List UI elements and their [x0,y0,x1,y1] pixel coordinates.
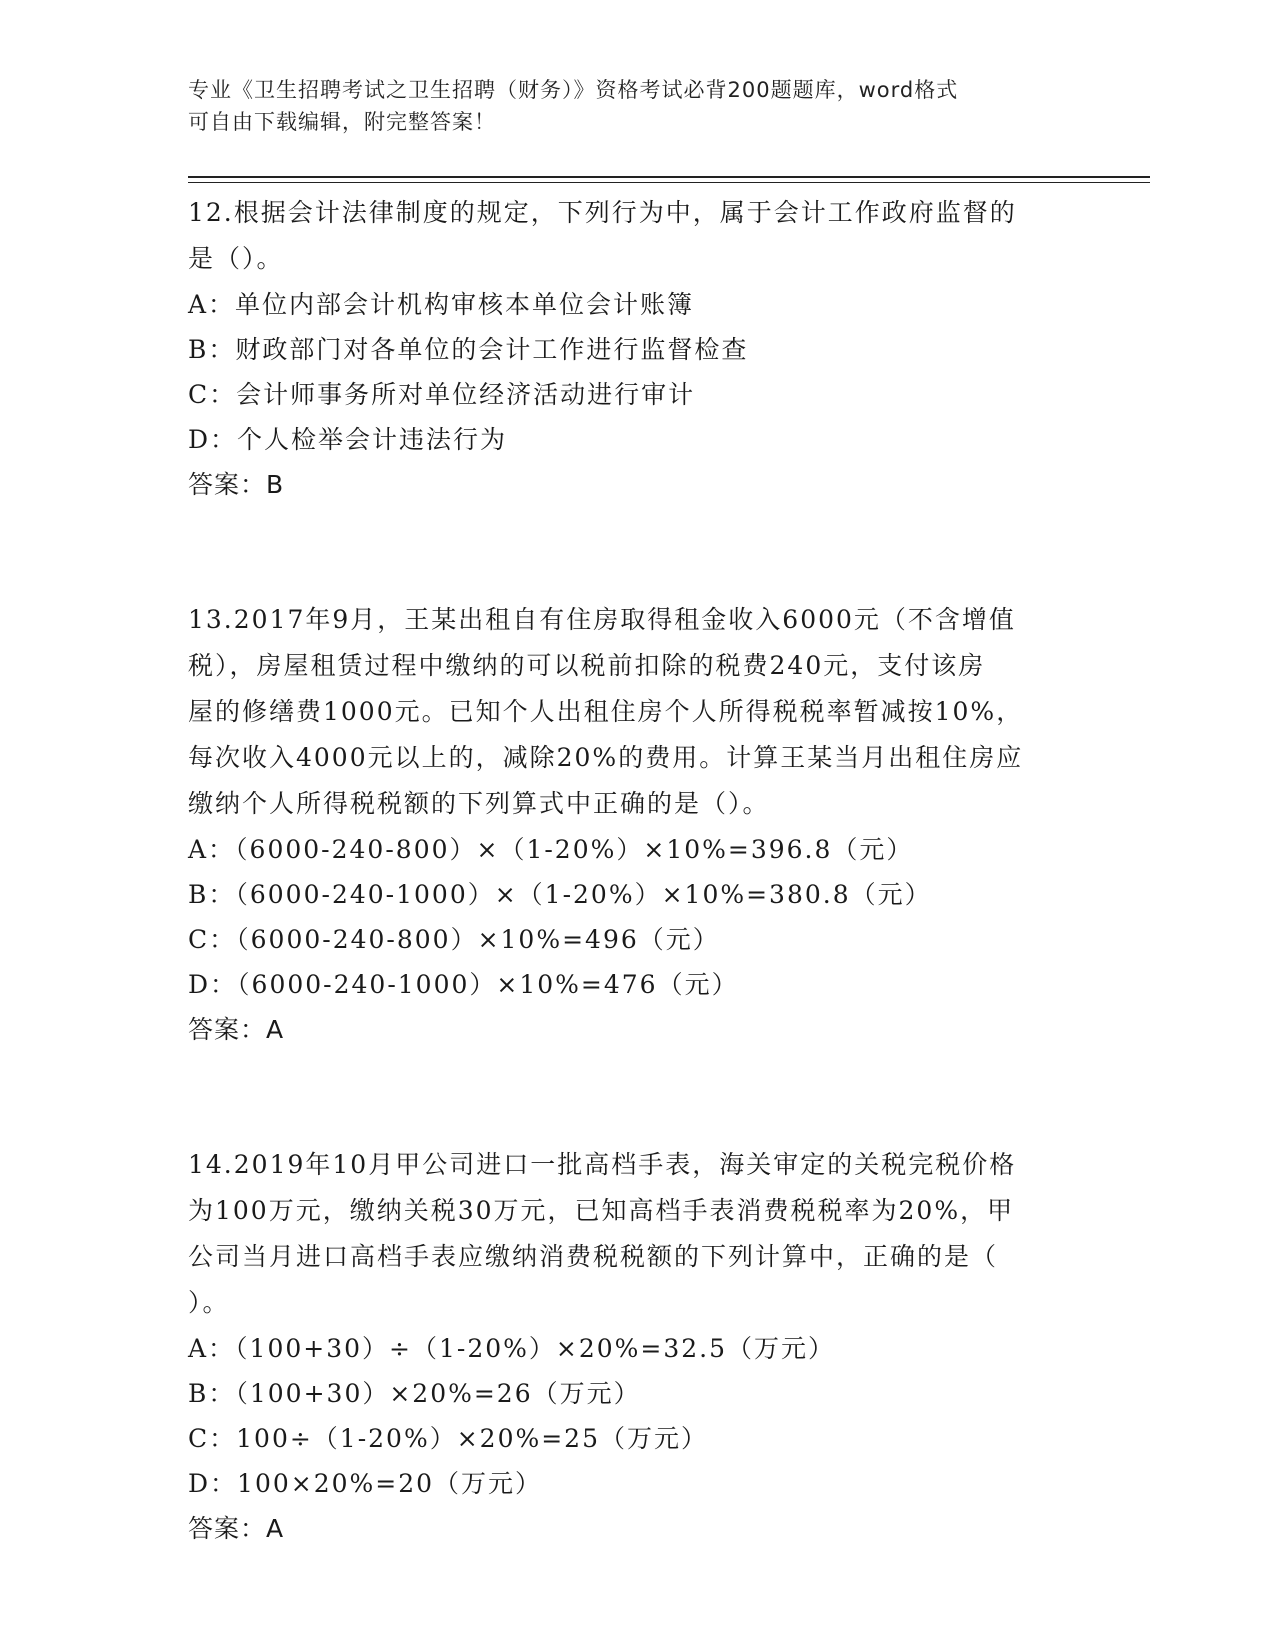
question-list [188,190,1088,1551]
question-stem-line: 12.根据会计法律制度的规定，下列行为中，属于会计工作政府监督的 [188,198,1017,227]
document-header [188,74,1088,138]
answer-line: 答案：A [188,1015,285,1044]
option-a: A：（100+30）÷（1-20%）×20%=32.5（万元） [188,1334,836,1363]
question-stem-line: ）。 [188,1288,230,1317]
option-d: D：个人检举会计违法行为 [188,425,508,454]
question-14 [188,1142,1088,1551]
option-d: D：（6000-240-1000）×10%=476（元） [188,970,739,999]
question-spacer [188,1052,1088,1142]
question-stem-line: 公司当月进口高档手表应缴纳消费税税额的下列计算中，正确的是（ [188,1242,999,1271]
question-13 [188,597,1088,1052]
option-b: B：财政部门对各单位的会计工作进行监督检查 [188,335,749,364]
question-12 [188,190,1088,507]
question-stem-line: 为100万元，缴纳关税30万元，已知高档手表消费税税率为20%，甲 [188,1196,1015,1225]
option-b: B：（100+30）×20%=26（万元） [188,1379,641,1408]
header-title-line-1: 专业《卫生招聘考试之卫生招聘（财务）》资格考试必背200题题库，word格式 [188,78,959,102]
question-stem-line: 缴纳个人所得税税额的下列算式中正确的是（）。 [188,789,770,818]
question-stem-line: 是（）。 [188,244,284,273]
option-d: D：100×20%=20（万元） [188,1469,543,1498]
header-divider-thin [188,182,1150,183]
header-title-line-2: 可自由下载编辑，附完整答案！ [188,110,496,134]
question-stem-line: 14.2019年10月甲公司进口一批高档手表，海关审定的关税完税价格 [188,1150,1017,1179]
question-stem-line: 13.2017年9月，王某出租自有住房取得租金收入6000元（不含增值 [188,605,1016,634]
option-c: C：100÷（1-20%）×20%=25（万元） [188,1424,708,1453]
question-stem-line: 屋的修缮费1000元。已知个人出租住房个人所得税税率暂减按10%， [188,697,1024,726]
answer-line: 答案：B [188,470,285,499]
question-spacer [188,507,1088,597]
option-c: C：会计师事务所对单位经济活动进行审计 [188,380,696,409]
option-c: C：（6000-240-800）×10%=496（元） [188,925,720,954]
header-divider-thick [188,176,1150,178]
option-a: A：单位内部会计机构审核本单位会计账簿 [188,290,695,319]
option-b: B：（6000-240-1000）×（1-20%）×10%=380.8（元） [188,880,932,909]
question-stem-line: 每次收入4000元以上的，减除20%的费用。计算王某当月出租住房应 [188,743,1024,772]
answer-line: 答案：A [188,1514,285,1543]
question-stem-line: 税），房屋租赁过程中缴纳的可以税前扣除的税费240元，支付该房 [188,651,986,680]
option-a: A：（6000-240-800）×（1-20%）×10%=396.8（元） [188,835,914,864]
